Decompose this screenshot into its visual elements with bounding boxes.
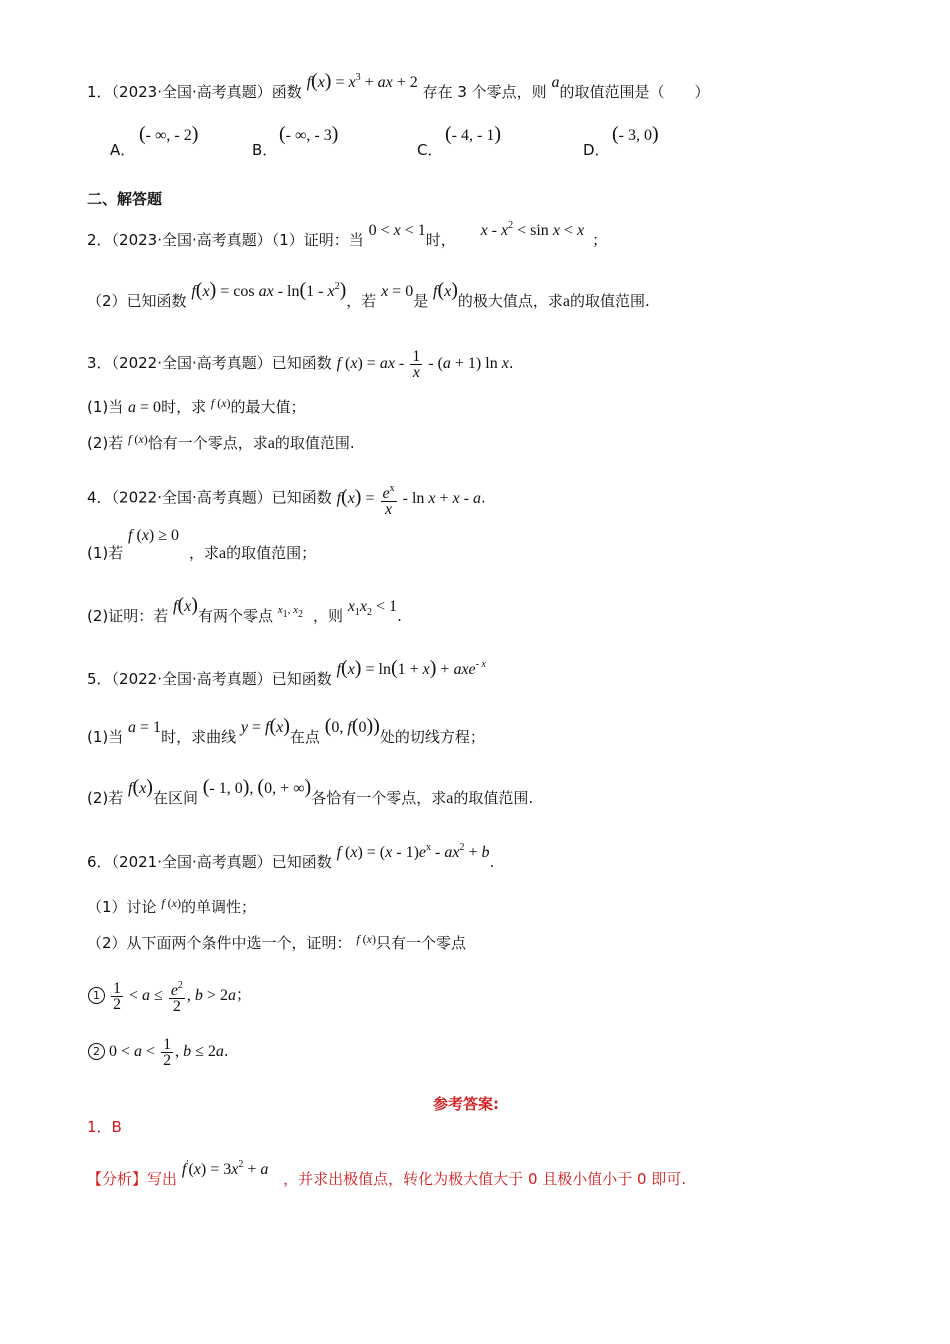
q1-option-b[interactable]: B．	[252, 141, 278, 159]
q6-sub2: （2）从下面两个条件中选一个，证明： $^{f (x)}$只有一个零点	[87, 932, 467, 952]
q2-range: 0 < x < 1	[368, 222, 426, 239]
q1-option-d-value: (- 3, 0)	[612, 123, 659, 145]
section-title: 二、解答题	[87, 190, 163, 208]
q3-sub1: (1)当 a = 0时，求 $^{f (x)}$的最大值；	[87, 396, 306, 416]
q5-sub2: (2)若 f(x)在区间 (- 1, 0), (0, + ∞)各恰有一个零点，求a的取值范围.	[87, 776, 534, 807]
q5-curve: y = f(x)	[240, 715, 290, 737]
q3-stem: 3．（2022·全国·高考真题）已知函数 f (x) = ax - $\frac{1}{x}$ - (a + 1) ln x.	[87, 348, 514, 381]
q5-stem: 5．（2022·全国·高考真题）已知函数 f(x) = ln(1 + x) + axe$^{- x}$	[87, 657, 486, 688]
q2-part1: 2．（2023·全国·高考真题）（1）证明：当 0 < x < 1时， $x - x^2 < \sin x < x$；	[87, 220, 608, 249]
q5-fx: f(x)	[128, 776, 153, 798]
derivative-formula: $f'(x) = 3x^2 + a$	[181, 1159, 269, 1178]
q4-sub1: (1)若 f (x) ≥ 0，求a的取值范围；	[87, 527, 317, 562]
q4-sub2: (2)证明：若 f(x)有两个零点 $^{x1, x2}$ ，则 $x_1x_2 < 1$.	[87, 594, 402, 625]
q6-fx: f (x)	[161, 896, 181, 910]
q1-option-d[interactable]: D．	[583, 141, 610, 159]
q3-function-formula: f (x) = ax - $\frac{1}{x}$ - (a + 1) ln x	[336, 348, 509, 381]
q1-option-b-value: (- ∞, - 3)	[279, 123, 339, 145]
q3-a-zero: a = 0	[128, 399, 162, 416]
q4-product: $x_1x_2 < 1$	[347, 598, 398, 618]
q4-function-formula: f(x) = $\frac{e^x}{x}$ - ln x + x - a	[336, 483, 481, 518]
q4-condition: f (x) ≥ 0	[128, 527, 180, 544]
q1-option-c[interactable]: C．	[417, 141, 443, 159]
q4-zeros: x1, x2	[277, 604, 304, 620]
q3-fx-2: f (x)	[128, 432, 148, 446]
q2-inequality: $x - x^2 < \sin x < x$	[480, 220, 585, 239]
q5-sub1: (1)当 a = 1时，求曲线 y = f(x)在点 (0, f(0))处的切线方程；	[87, 715, 485, 746]
analysis: 【分析】写出 $f'(x) = 3x^2 + a$ ，并求出极值点，转化为极大值大于 0 且极小值小于 0 即可.	[87, 1159, 687, 1188]
q2-x-zero: x = 0	[381, 283, 414, 300]
q3-fx: f (x)	[210, 396, 231, 410]
q4-stem: 4．（2022·全国·高考真题）已知函数 f(x) = $\frac{e^x}{x}$ - ln x + x - a.	[87, 483, 486, 518]
q1-option-c-value: (- 4, - 1)	[445, 123, 501, 145]
answer-1: 1．B	[87, 1118, 122, 1136]
q6-condition-1: 1 $\frac{1}{2}$ < a ≤ $\frac{e^2}{2}$ , b > 2a；	[88, 978, 251, 1014]
q5-function-formula: f(x) = ln(1 + x) + axe$^{- x}$	[336, 657, 486, 679]
q6-function-formula: f $(x) = (x - 1)e^x - ax^2 + b$	[336, 842, 490, 861]
q1-option-a-value: (- ∞, - 2)	[139, 123, 199, 145]
q2-part2: （2）已知函数 f(x) = cos ax - $\ln(1 - x^2)$，若 x = 0是 f(x)的极大值点，求a的取值范围.	[87, 279, 650, 310]
q6-fx-2: f (x)	[356, 932, 376, 946]
q1-stem: 1．（2023·全国·高考真题）函数 $f(x) = x^3$ + ax + 2 存在 3 个零点，则 a的取值范围是（ ）	[87, 70, 710, 101]
q5-point: (0, f(0))	[324, 715, 380, 737]
answers-title: 参考答案:	[433, 1095, 499, 1113]
q4-fx: f(x)	[173, 594, 198, 616]
q6-stem: 6．（2021·全国·高考真题）已知函数 f $(x) = (x - 1)e^x - ax^2 + b$.	[87, 842, 495, 871]
q2-function-formula: f(x) = cos ax - $\ln(1 - x^2)$	[191, 279, 347, 301]
q5-a-one: a = 1	[128, 719, 162, 736]
q5-intervals: (- 1, 0), (0, + ∞)	[202, 776, 312, 798]
q6-condition-2: 2 0 < a < $\frac{1}{2}$ , b ≤ 2a.	[88, 1037, 229, 1068]
q3-sub2: (2)若 $^{f (x)}$恰有一个零点，求a的取值范围.	[87, 432, 355, 452]
q1-var-a: a	[551, 74, 560, 91]
q1-option-a[interactable]: A．	[110, 141, 136, 159]
q2-fx: f(x)	[433, 279, 458, 301]
q1-function-formula: $f(x) = x^3$ + ax + 2	[306, 70, 418, 92]
q6-sub1: （1）讨论 $^{f (x)}$的单调性；	[87, 896, 257, 916]
